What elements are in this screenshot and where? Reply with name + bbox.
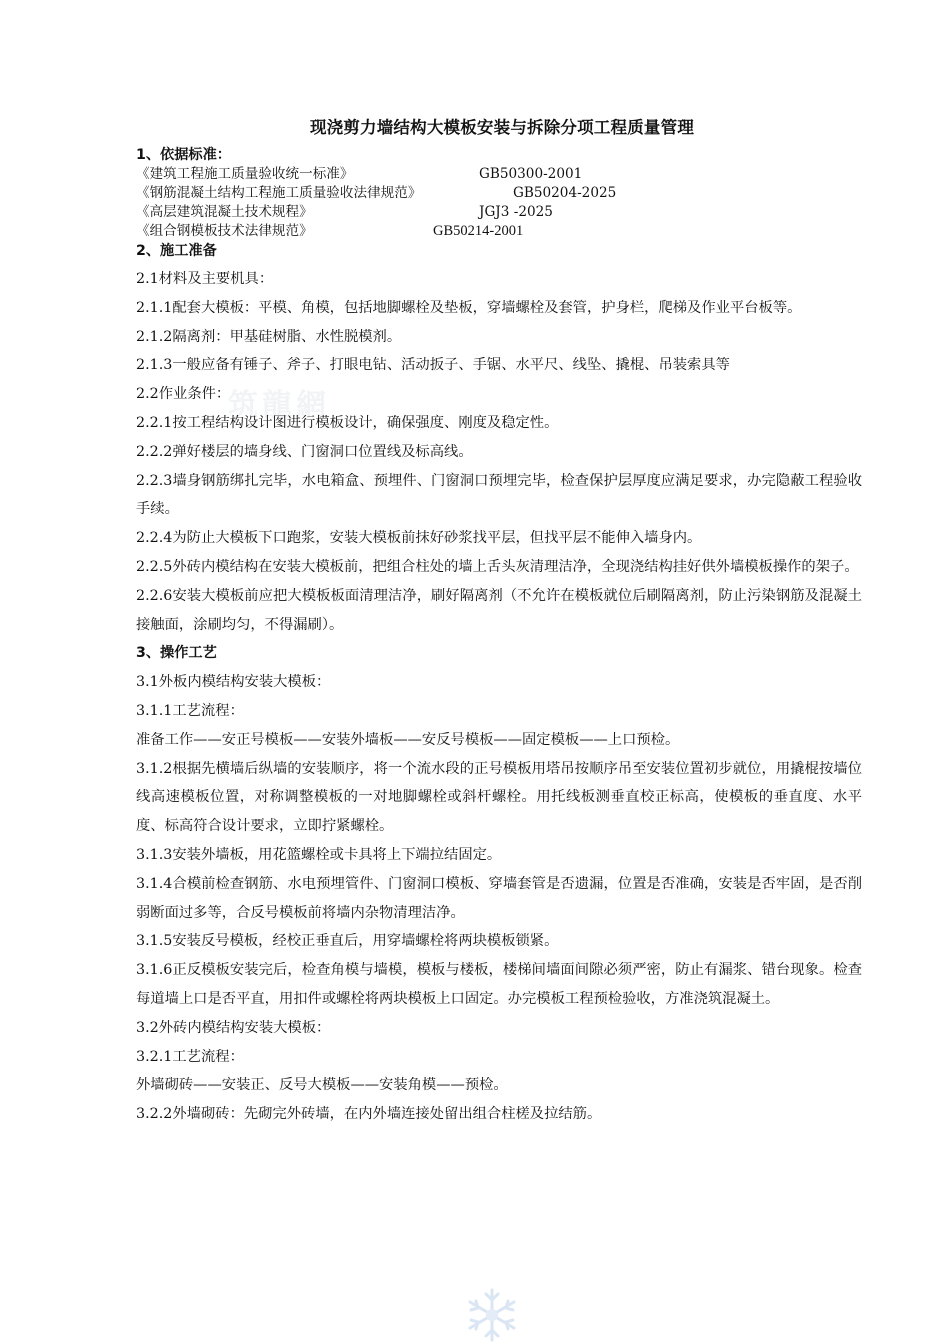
standard-line [136, 165, 862, 184]
paragraph: 3.1外板内模结构安装大模板： [136, 674, 331, 691]
standard-code: GB50300-2001 [479, 166, 583, 182]
paragraph: 2.2.1按工程结构设计图进行模板设计，确保强度、刚度及稳定性。 [136, 414, 559, 431]
paragraph: 3.1.5安装反号模板，经校正垂直后，用穿墙螺栓将两块模板锁紧。 [136, 933, 559, 950]
section-process [136, 668, 862, 1129]
standard-name: 《高层建筑混凝土技术规程》 [136, 204, 313, 220]
paragraph: 准备工作——安正号模板——安装外墙板——安反号模板——固定模板——上口预检。 [136, 731, 680, 748]
section-preparation [136, 265, 862, 639]
paragraph: 2.2.2弹好楼层的墙身线、门窗洞口位置线及标高线。 [136, 443, 473, 460]
paragraph: 外墙砌砖——安装正、反号大模板——安装角模——预检。 [136, 1077, 508, 1094]
paragraph: 3.2.2外墙砌砖：先砌完外砖墙，在内外墙连接处留出组合柱槎及拉结筋。 [136, 1106, 602, 1123]
standard-line [136, 184, 862, 203]
section-heading-preparation: 2、施工准备 [136, 243, 217, 259]
paragraph: 2.1.1配套大模板：平模、角模，包括地脚螺栓及垫板，穿墙螺栓及套管，护身栏，爬梯及作业平台板等。 [136, 299, 802, 316]
section-heading-standards: 1、依据标准： [136, 147, 231, 163]
document-body [136, 146, 862, 1129]
paragraph: 2.1材料及主要机具： [136, 271, 274, 287]
standard-line [136, 203, 862, 222]
watermark: 筑龍網 [228, 388, 330, 423]
paragraph: 2.2作业条件： [136, 386, 231, 403]
standard-code: GB50204-2025 [513, 185, 617, 201]
paragraph: 3.2外砖内模结构安装大模板： [136, 1019, 331, 1036]
paragraph: 2.1.2隔离剂：甲基硅树脂、水性脱模剂。 [136, 328, 402, 345]
paragraph: 3.1.1工艺流程： [136, 702, 244, 719]
paragraph: 2.2.4为防止大模板下口跑浆，安装大模板前抹好砂浆找平层，但找平层不能伸入墙身内。 [136, 530, 702, 547]
paragraph: 3.1.2根据先横墙后纵墙的安装顺序，将一个流水段的正号模板用塔吊按顺序吊至安装位置初步就位，用撬棍按墙位线高速模板位置，对称调整模板的一对地脚螺栓或斜杆螺栓。用托线板测垂直校正标高，使模板的垂直度、水平度、标高符合设计要求，立即拧紧螺栓。 [136, 760, 862, 835]
standard-line [136, 222, 862, 241]
standard-name: 《组合钢模板技术法律规范》 [136, 223, 313, 239]
standard-name: 《钢筋混凝土结构工程施工质量验收法律规范》 [136, 185, 422, 201]
paragraph: 3.1.4合模前检查钢筋、水电预埋管件、门窗洞口模板、穿墙套管是否遗漏，位置是否准确，安装是否牢固，是否削弱断面过多等，合反号模板前将墙内杂物清理洁净。 [136, 875, 862, 921]
paragraph: 2.2.6安装大模板前应把大模板板面清理洁净，刷好隔离剂（不允许在模板就位后刷隔离剂，防止污染钢筋及混凝土接触面，涂刷均匀，不得漏刷）。 [136, 587, 862, 633]
paragraph: 2.2.3墙身钢筋绑扎完毕，水电箱盒、预埋件、门窗洞口预埋完毕，检查保护层厚度应满足要求，办完隐蔽工程验收手续。 [136, 472, 862, 518]
paragraph: 3.1.6正反模板安装完后，检查角模与墙模，模板与楼板，楼梯间墙面间隙必须严密，防止有漏浆、错台现象。检查每道墙上口是否平直，用扣件或螺栓将两块模板上口固定。办完模板工程预检验收，方准浇筑混凝土。 [136, 962, 862, 1007]
standard-code: JGJ3 -2025 [479, 204, 553, 220]
standard-code: GB50214-2001 [433, 223, 524, 239]
document-title: 现浇剪力墙结构大模板安装与拆除分项工程质量管理 [309, 118, 695, 137]
paragraph: 2.2.5外砖内模结构在安装大模板前，把组合柱处的墙上舌头灰清理洁净，全现浇结构挂好供外墙模板操作的架子。 [136, 558, 859, 575]
paragraph: 3.1.3安装外墙板，用花篮螺栓或卡具将上下端拉结固定。 [136, 846, 502, 863]
snowflake-logo-icon [462, 1286, 522, 1344]
section-heading-process: 3、操作工艺 [136, 645, 217, 662]
paragraph: 2.1.3一般应备有锤子、斧子、打眼电钻、活动扳子、手锯、水平尺、线坠、撬棍、吊装索具等 [136, 357, 730, 374]
paragraph: 3.2.1工艺流程： [136, 1048, 244, 1065]
standard-name: 《建筑工程施工质量验收统一标准》 [136, 166, 354, 182]
